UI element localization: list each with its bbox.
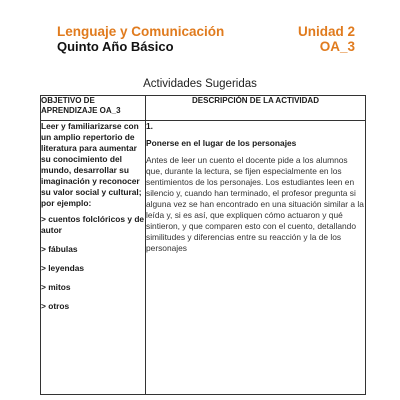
objective-cell: [41, 121, 146, 395]
section-title: Actividades Sugeridas: [143, 78, 257, 90]
list-item: > otros: [41, 301, 70, 311]
list-item: > cuentos folclóricos y de autor: [41, 214, 145, 235]
activity-title: Ponerse en el lugar de los personajes: [146, 138, 297, 148]
activities-table: [40, 95, 366, 395]
activity-number: 1.: [146, 121, 153, 131]
table-header-row: [41, 96, 366, 121]
objective-column-header: OBJETIVO DE APRENDIZAJE OA_3: [41, 96, 146, 121]
activity-description: Antes de leer un cuento el docente pide a los alumnos que, durante la lectura, se fijen especialmente en los sentimientos de los personajes. Los estudiantes leen en silencio y, cuando han terminado, el profesor pregunta si alguna vez se han encontrado en una situación similar a la leída y, si es así, que expliquen cómo actuaron y qué sintieron, y que comparen esto con el cuento, detallando similitudes y diferencias entre su reacción y la de los personajes: [146, 155, 364, 253]
description-column-header: DESCRIPCIÓN DE LA ACTIVIDAD: [146, 96, 366, 121]
oa-label: OA_3: [319, 39, 355, 54]
table-row: [41, 121, 366, 395]
grade-title: Quinto Año Básico: [57, 39, 174, 54]
list-item: > leyendas: [41, 263, 85, 273]
unit-label: Unidad 2: [297, 24, 355, 39]
subject-title: Lenguaje y Comunicación: [57, 24, 225, 39]
list-item: > fábulas: [41, 244, 78, 254]
list-item: > mitos: [41, 282, 71, 292]
description-cell: [146, 121, 366, 395]
objective-text: Leer y familiarizarse con un amplio repertorio de literatura para aumentar su conocimiento del mundo, desarrollar su imaginación y reconocer su valor social y cultural; por ejemplo:: [41, 121, 142, 208]
